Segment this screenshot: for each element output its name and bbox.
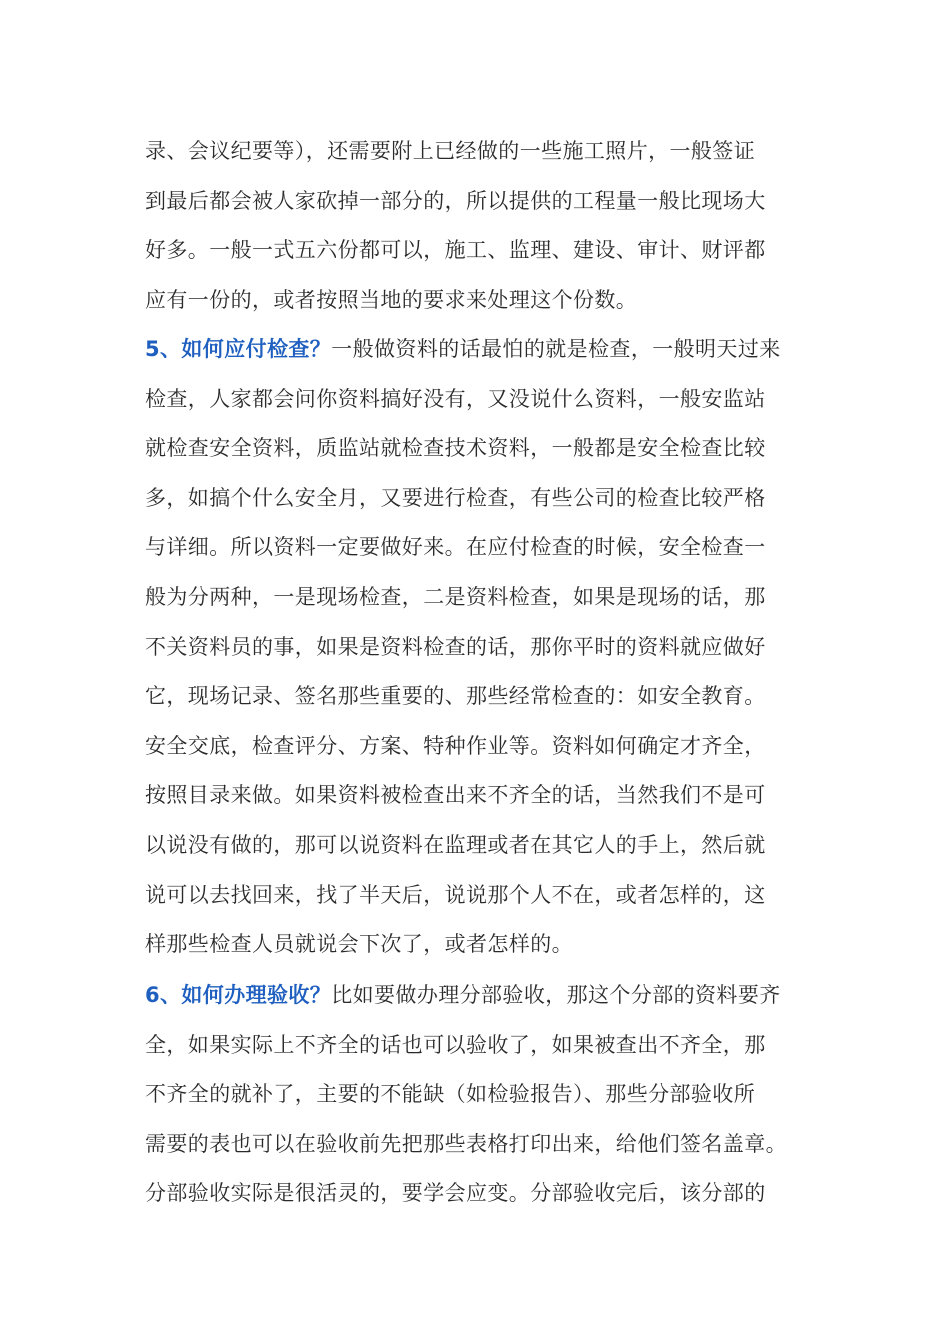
- text-line: 检查，人家都会问你资料搞好没有，又没说什么资料，一般安监站: [145, 386, 766, 411]
- text-line: 以说没有做的，那可以说资料在监理或者在其它人的手上，然后就: [145, 832, 766, 857]
- text-line: 安全交底，检查评分、方案、特种作业等。资料如何确定才齐全，: [145, 733, 766, 758]
- text-line: 就检查安全资料，质监站就检查技术资料，一般都是安全检查比较: [145, 436, 766, 461]
- section-5-first-line-text: 一般做资料的话最怕的就是检查，一般明天过来: [331, 337, 781, 361]
- text-line: 与详细。所以资料一定要做好来。在应付检查的时候，安全检查一: [145, 535, 766, 560]
- text-line: 不齐全的就补了，主要的不能缺（如检验报告）、那些分部验收所: [145, 1082, 756, 1107]
- section-5-paragraph: [145, 325, 810, 970]
- text-line: 不关资料员的事，如果是资料检查的话，那你平时的资料就应做好: [145, 634, 766, 659]
- text-line: 到最后都会被人家砍掉一部分的，所以提供的工程量一般比现场大: [145, 188, 766, 213]
- section-5-first-line: [145, 325, 810, 375]
- text-line: 分部验收实际是很活灵的，要学会应变。分部验收完后，该分部的: [145, 1181, 766, 1206]
- text-line: 多，如搞个什么安全月，又要进行检查，有些公司的检查比较严格: [145, 485, 766, 510]
- text-line: 它，现场记录、签名那些重要的、那些经常检查的：如安全教育。: [145, 684, 766, 709]
- section-6-first-line: [145, 971, 810, 1021]
- text-line: 说可以去找回来，找了半天后，说说那个人不在，或者怎样的，这: [145, 882, 766, 907]
- section-5-heading: 5、如何应付检查？: [145, 337, 332, 361]
- section-6-first-line-text: 比如要做办理分部验收，那这个分部的资料要齐: [331, 983, 781, 1007]
- intro-paragraph: [145, 127, 810, 325]
- text-line: 样那些检查人员就说会下次了，或者怎样的。: [145, 932, 573, 957]
- text-line: 全，如果实际上不齐全的话也可以验收了，如果被查出不齐全，那: [145, 1032, 766, 1057]
- text-line: 好多。一般一式五六份都可以，施工、监理、建设、审计、财评都: [145, 238, 766, 263]
- text-line: 按照目录来做。如果资料被检查出来不齐全的话，当然我们不是可: [145, 783, 766, 808]
- text-line: 应有一份的，或者按照当地的要求来处理这个份数。: [145, 287, 638, 312]
- text-line: 录、会议纪要等），还需要附上已经做的一些施工照片，一般签证: [145, 139, 756, 163]
- text-line: 般为分两种，一是现场检查，二是资料检查，如果是现场的话，那: [145, 584, 766, 609]
- section-6-paragraph: [145, 971, 810, 1219]
- text-line: 需要的表也可以在验收前先把那些表格打印出来，给他们签名盖章。: [145, 1131, 787, 1156]
- section-6-heading: 6、如何办理验收？: [145, 983, 332, 1007]
